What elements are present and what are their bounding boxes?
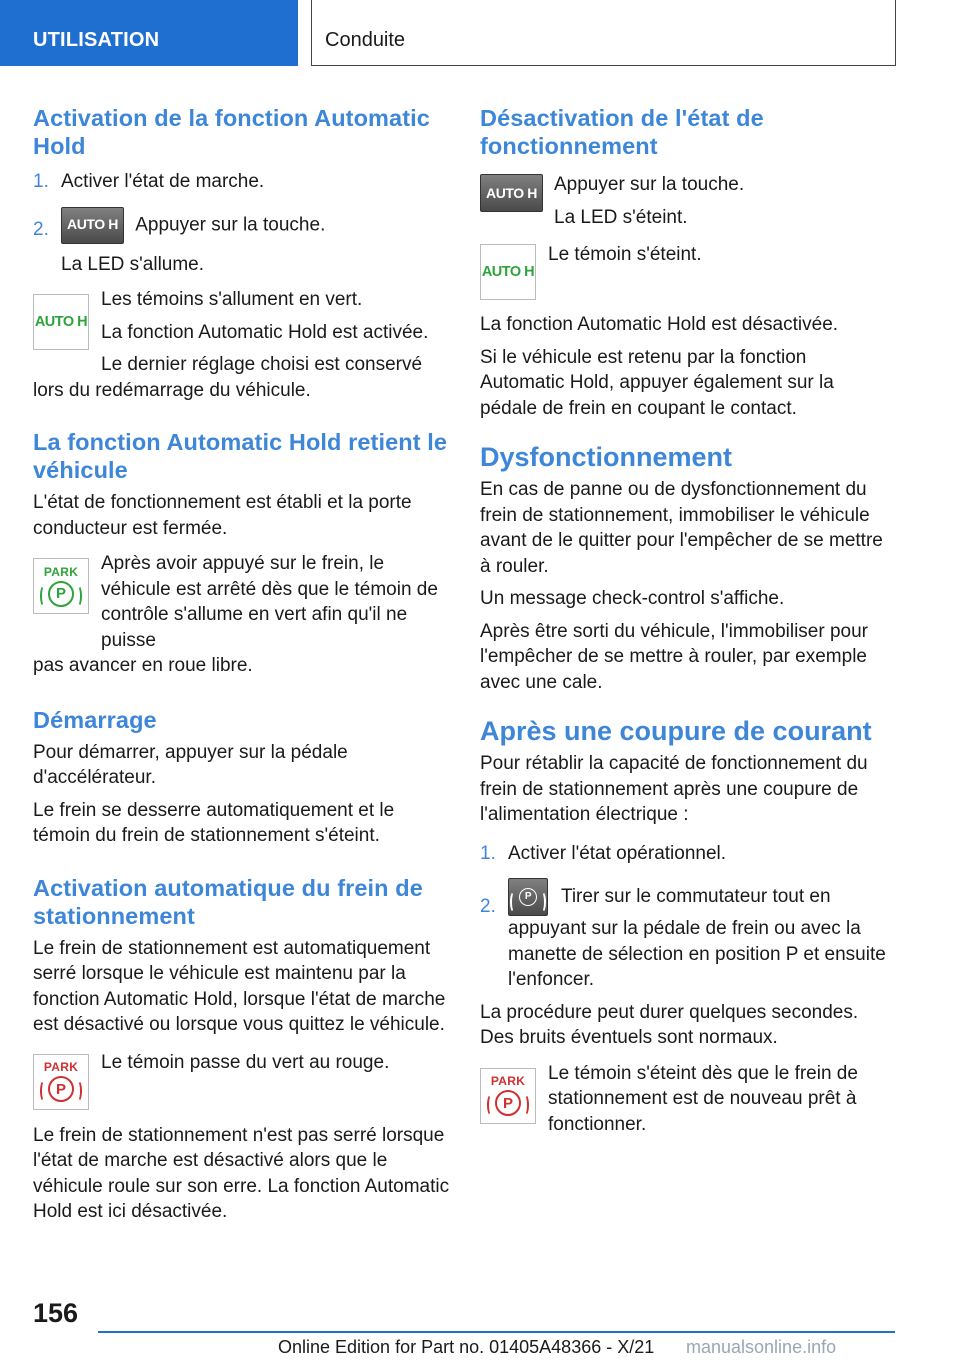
indicator-note [33,1050,451,1118]
page-number: 156 [33,1298,79,1328]
note-line: Les témoins s'allument en vert. [101,289,363,310]
left-column [33,100,451,1225]
note-line: Appuyer sur la touche. [554,174,745,195]
watermark: manualsonline.info [686,1337,837,1357]
indicator-note [33,287,451,403]
note-line: La fonction Automatic Hold est activée. [101,321,429,343]
section-tab [0,0,298,66]
paragraph: Un message check-control s'affiche. [480,588,785,609]
footer-divider [98,1331,895,1333]
paragraph: Le frein se desserre automatiquement et le témoin du frein de stationnement s'éteint. [33,799,395,846]
edition-note: Online Edition for Part no. 01405A48366 - X/21 [278,1337,655,1357]
paragraph: En cas de panne ou de dysfonctionnement du frein de stationnement, immobiliser le véhicule avant de le quitter pour l'empêcher de se mettre à rouler. [480,479,883,577]
note-line: La LED s'éteint. [554,206,688,228]
indicator-note [480,242,892,306]
paragraph: Pour rétablir la capacité de fonctionnement du frein de stationnement après une coupure de l'alimentation électrique : [480,753,868,825]
indicator-note [480,1061,892,1138]
paragraph: La fonction Automatic Hold est désactivée. [480,314,839,335]
park-red-indicator-icon: PARK P [33,1054,89,1110]
section-heading: Démarrage [33,706,157,733]
note-line: pas avancer en roue libre. [33,655,253,676]
list-item [480,878,892,993]
right-column [480,100,892,1137]
section-heading: La fonction Automatic Hold retient le véhicule [33,429,448,483]
auto-hold-indicator-icon: AUTO H [33,294,89,350]
auto-hold-button-icon: AUTO H [480,174,543,212]
note-text: Le témoin s'éteint. [548,244,702,265]
auto-hold-button-icon: AUTO H [61,207,124,244]
list-item [33,169,451,195]
paragraph: Le frein de stationnement n'est pas serré lorsque l'état de marche est désactivé alors que le véhicule roule sur son erre. La fonction Automatic Hold est ici désactivée. [33,1124,450,1222]
auto-hold-indicator-icon: AUTO H [480,244,536,300]
paragraph: Le frein de stationnement est automatiquement serré lorsque le véhicule est maintenu par la fonction Automatic Hold, lorsque l'état de marche est désactivé ou lorsque vous quittez le véhicule. [33,937,446,1035]
list-text: Appuyer sur la touche. [135,214,326,236]
list-number: 1. [480,842,496,864]
park-green-indicator-icon: PARK P [33,558,89,614]
list-item [33,207,451,278]
list-text: Activer l'état opérationnel. [508,842,727,864]
list-item [480,841,892,867]
section-heading: Activation de la fonction Automatic Hold [33,105,430,159]
indicator-note [33,551,451,679]
paragraph: L'état de fonctionnement est établi et la porte conducteur est fermée. [33,492,412,539]
note-text: Après avoir appuyé sur le frein, le véhicule est arrêté dès que le témoin de contrôle s'allume en vert afin qu'il ne puisse [101,553,438,651]
note-line: lors du redémarrage du véhicule. [33,379,311,401]
key-note [480,172,892,232]
section-heading: Dysfonctionnement [480,442,733,472]
list-text: Activer l'état de marche. [61,171,265,192]
list-text: Tirer sur le commutateur tout en appuyant sur la pédale de frein ou avec la manette de sélection en position P et ensuite l'enfoncer. [508,886,886,990]
note-text: Le témoin s'éteint dès que le frein de stationnement est de nouveau prêt à fonctionner. [548,1062,858,1135]
section-heading: Après une coupure de courant [480,716,872,746]
page-header [0,0,960,66]
chapter-title: Conduite [325,29,406,51]
section-title: UTILISATION [33,29,160,51]
list-number: 2. [480,896,496,917]
note-line: Le dernier réglage choisi est conservé [101,354,423,375]
paragraph: Si le véhicule est retenu par la fonction Automatic Hold, appuyer également sur la pédale de frein en coupant le contact. [480,346,834,419]
list-subtext: La LED s'allume. [61,253,205,275]
paragraph: Après être sorti du véhicule, l'immobiliser pour l'empêcher de se mettre à rouler, par exemple avec une cale. [480,620,869,693]
list-number: 1. [33,171,49,192]
parking-brake-switch-icon: P [508,878,548,916]
note-text: Le témoin passe du vert au rouge. [101,1051,390,1073]
paragraph: Pour démarrer, appuyer sur la pédale d'accélérateur. [33,741,348,788]
chapter-box [311,0,896,66]
paragraph: La procédure peut durer quelques secondes. Des bruits éventuels sont normaux. [480,1001,859,1048]
section-heading: Activation automatique du frein de stationnement [33,874,423,929]
park-red-indicator-icon: PARK P [480,1068,536,1124]
list-number: 2. [33,218,49,240]
section-heading: Désactivation de l'état de fonctionnement [480,105,764,159]
